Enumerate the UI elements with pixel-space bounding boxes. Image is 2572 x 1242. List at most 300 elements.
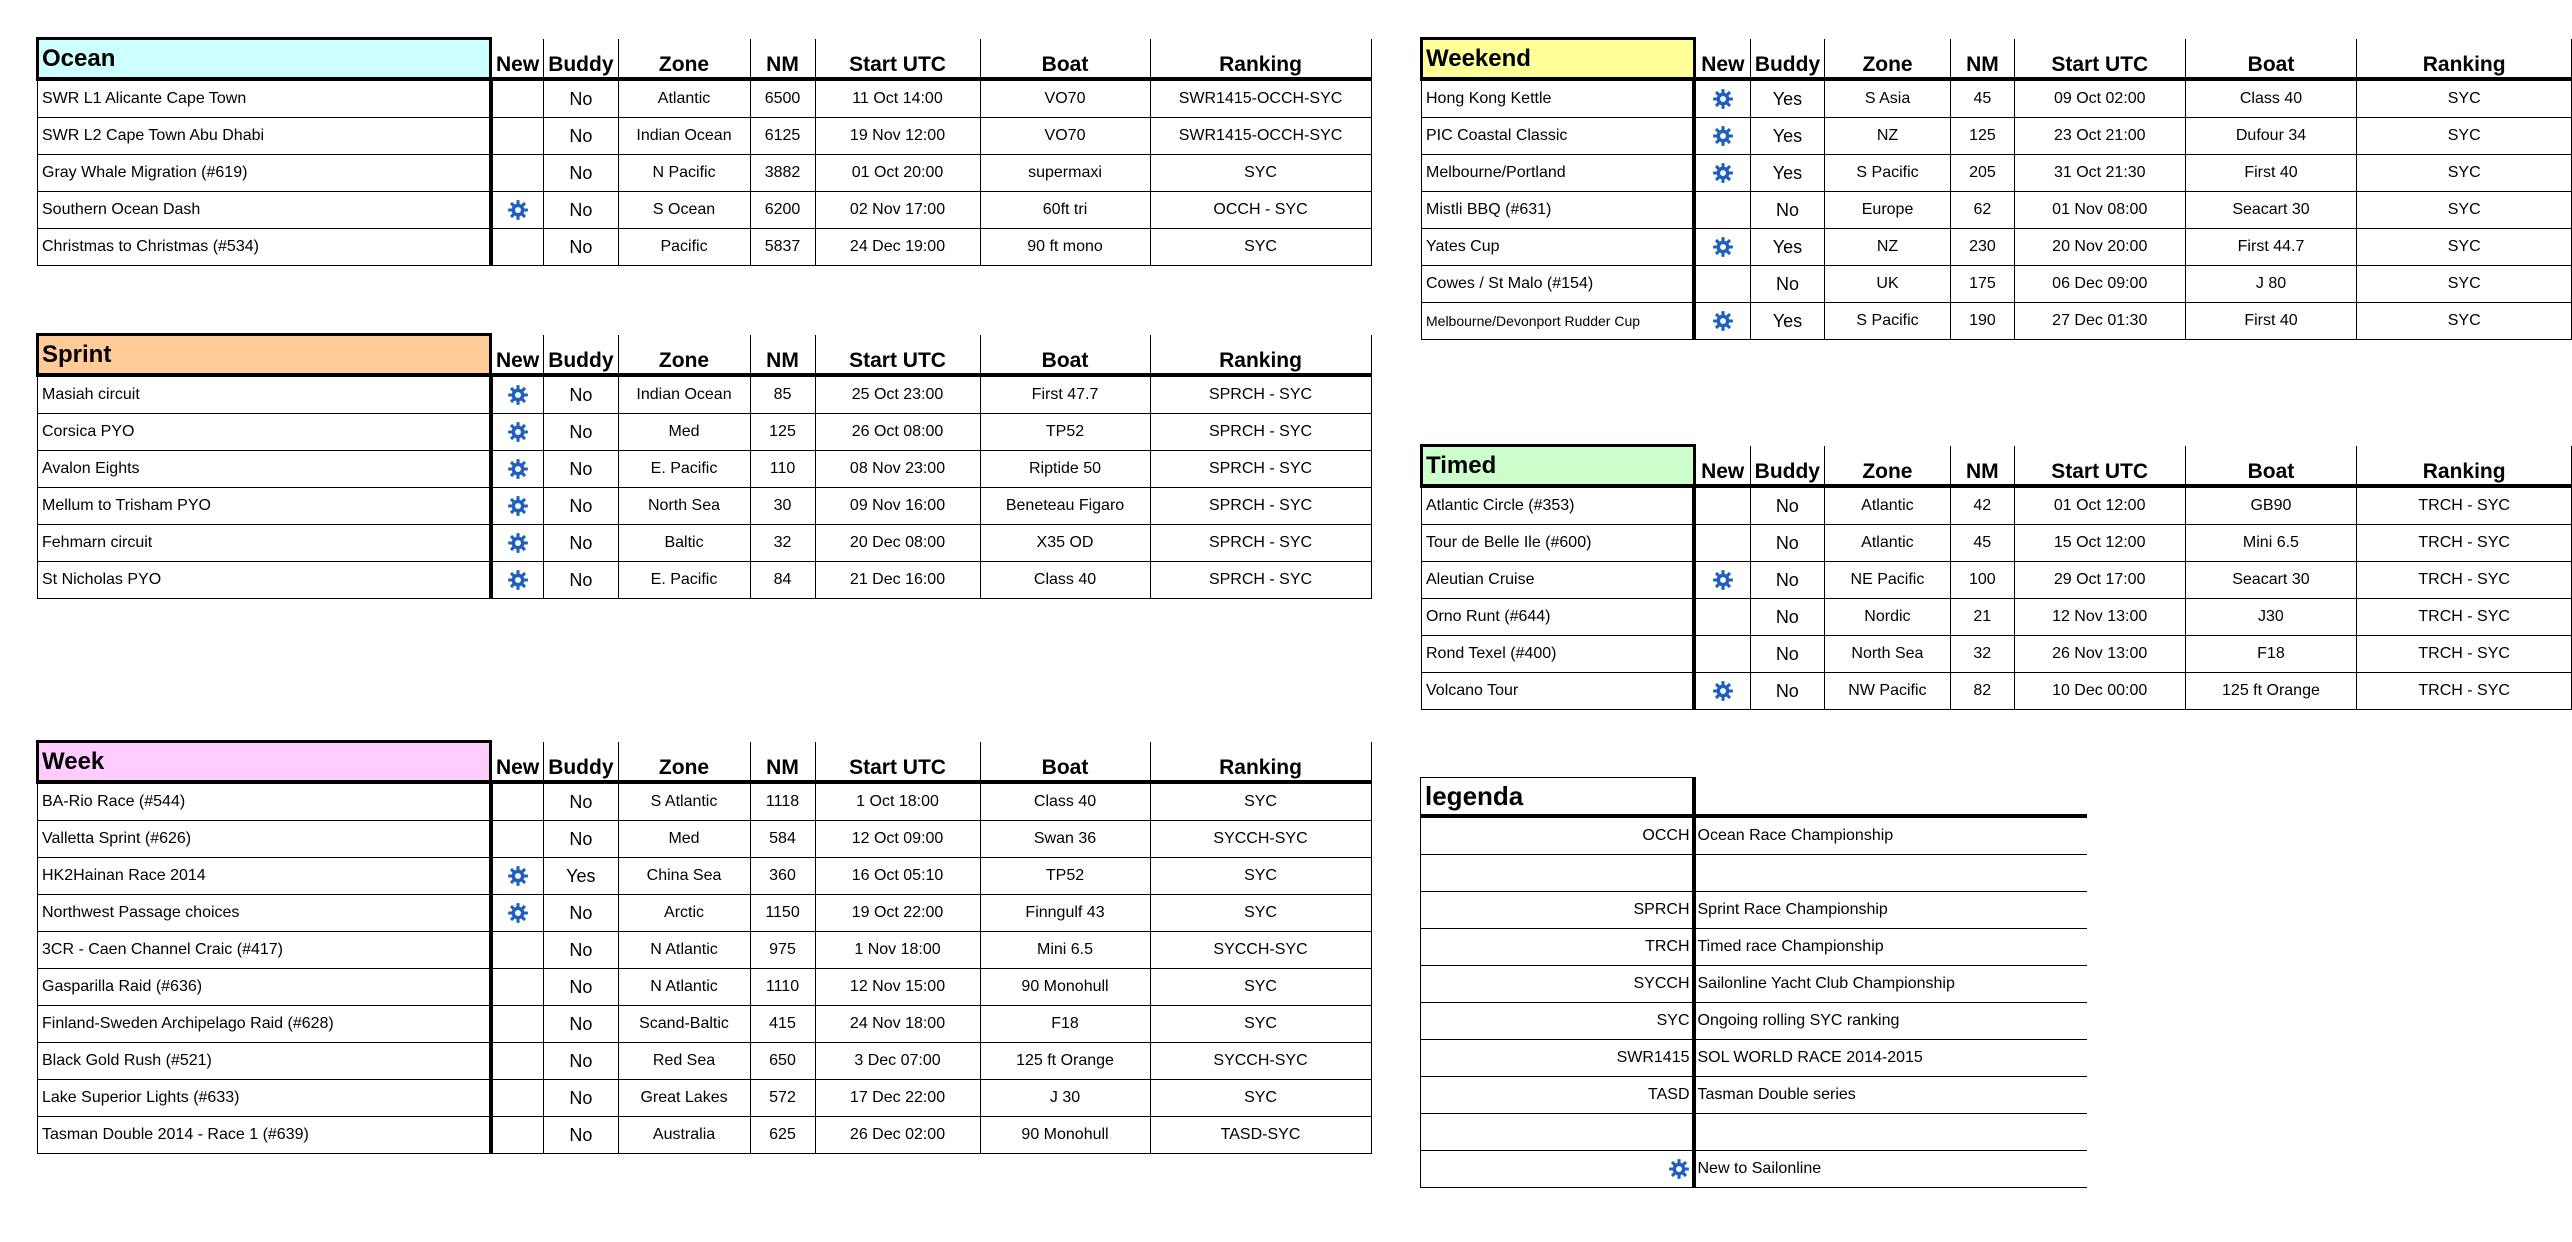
nm-cell: 190 bbox=[1950, 303, 2014, 340]
col-nm: NM bbox=[750, 335, 815, 376]
race-name: Mistli BBQ (#631) bbox=[1422, 192, 1695, 229]
gear-icon bbox=[1712, 164, 1734, 181]
legend-row bbox=[1421, 1040, 2087, 1077]
table-row bbox=[1422, 192, 2572, 229]
new-cell bbox=[1694, 303, 1750, 340]
col-zone: Zone bbox=[618, 335, 750, 376]
table-row bbox=[38, 375, 1372, 414]
race-name: PIC Coastal Classic bbox=[1422, 118, 1695, 155]
start-utc-cell: 26 Oct 08:00 bbox=[815, 414, 980, 451]
new-cell bbox=[1694, 229, 1750, 266]
boat-cell: supermaxi bbox=[980, 155, 1150, 192]
race-name: Melbourne/Devonport Rudder Cup bbox=[1422, 303, 1695, 340]
race-name: Atlantic Circle (#353) bbox=[1422, 486, 1695, 525]
ranking-cell: TRCH - SYC bbox=[2357, 525, 2572, 562]
buddy-cell: No bbox=[544, 414, 618, 451]
ranking-cell: TRCH - SYC bbox=[2357, 599, 2572, 636]
legend-code: SPRCH bbox=[1421, 892, 1694, 929]
race-name: Avalon Eights bbox=[38, 451, 491, 488]
section-title-sprint: Sprint bbox=[38, 335, 491, 376]
buddy-cell: No bbox=[544, 1043, 618, 1080]
boat-cell: TP52 bbox=[980, 858, 1150, 895]
table-row bbox=[38, 1006, 1372, 1043]
zone-cell: Indian Ocean bbox=[618, 118, 750, 155]
col-zone: Zone bbox=[618, 742, 750, 783]
start-utc-cell: 19 Oct 22:00 bbox=[815, 895, 980, 932]
table-row bbox=[1422, 673, 2572, 710]
table-row bbox=[1422, 303, 2572, 340]
table-row bbox=[38, 895, 1372, 932]
start-utc-cell: 26 Dec 02:00 bbox=[815, 1117, 980, 1154]
gear-icon bbox=[1712, 571, 1734, 588]
buddy-cell: No bbox=[1750, 562, 1824, 599]
new-cell bbox=[1694, 266, 1750, 303]
start-utc-cell: 15 Oct 12:00 bbox=[2014, 525, 2185, 562]
col-zone: Zone bbox=[618, 39, 750, 80]
new-cell bbox=[491, 414, 544, 451]
start-utc-cell: 21 Dec 16:00 bbox=[815, 562, 980, 599]
boat-cell: J30 bbox=[2185, 599, 2357, 636]
ranking-cell: SYC bbox=[2357, 155, 2572, 192]
col-boat: Boat bbox=[2185, 446, 2357, 487]
buddy-cell: No bbox=[544, 525, 618, 562]
buddy-cell: No bbox=[544, 155, 618, 192]
race-name: SWR L1 Alicante Cape Town bbox=[38, 79, 491, 118]
start-utc-cell: 12 Nov 13:00 bbox=[2014, 599, 2185, 636]
timed-header-row bbox=[1422, 446, 2572, 487]
gear-icon bbox=[507, 423, 529, 440]
nm-cell: 572 bbox=[750, 1080, 815, 1117]
weekend-races-table bbox=[1420, 37, 2572, 340]
start-utc-cell: 20 Dec 08:00 bbox=[815, 525, 980, 562]
race-name: Cowes / St Malo (#154) bbox=[1422, 266, 1695, 303]
zone-cell: Nordic bbox=[1824, 599, 1950, 636]
race-name: 3CR - Caen Channel Craic (#417) bbox=[38, 932, 491, 969]
zone-cell: Europe bbox=[1825, 192, 1951, 229]
boat-cell: First 40 bbox=[2185, 155, 2357, 192]
section-title-timed: Timed bbox=[1422, 446, 1695, 487]
zone-cell: S Asia bbox=[1825, 79, 1951, 118]
table-row bbox=[38, 562, 1372, 599]
ranking-cell: SYC bbox=[2357, 303, 2572, 340]
boat-cell: J 80 bbox=[2185, 266, 2357, 303]
race-name: Gray Whale Migration (#619) bbox=[38, 155, 491, 192]
gear-icon bbox=[1712, 682, 1734, 699]
table-row bbox=[38, 969, 1372, 1006]
legend-table bbox=[1420, 777, 2087, 1188]
buddy-cell: No bbox=[544, 562, 618, 599]
nm-cell: 84 bbox=[750, 562, 815, 599]
new-cell bbox=[491, 932, 544, 969]
new-cell bbox=[491, 821, 544, 858]
race-name: Gasparilla Raid (#636) bbox=[38, 969, 491, 1006]
zone-cell: S Pacific bbox=[1825, 155, 1951, 192]
new-cell bbox=[1694, 636, 1750, 673]
col-buddy: Buddy bbox=[1750, 446, 1824, 487]
buddy-cell: No bbox=[544, 895, 618, 932]
boat-cell: First 44.7 bbox=[2185, 229, 2357, 266]
gear-icon bbox=[507, 386, 529, 403]
race-name: Masiah circuit bbox=[38, 375, 491, 414]
col-buddy: Buddy bbox=[544, 335, 618, 376]
gear-icon bbox=[1712, 90, 1734, 107]
legend-description: Ongoing rolling SYC ranking bbox=[1694, 1003, 2087, 1040]
nm-cell: 205 bbox=[1950, 155, 2014, 192]
legend-code: SWR1415 bbox=[1421, 1040, 1694, 1077]
zone-cell: Arctic bbox=[618, 895, 750, 932]
ranking-cell: TRCH - SYC bbox=[2357, 673, 2572, 710]
zone-cell: UK bbox=[1825, 266, 1951, 303]
buddy-cell: Yes bbox=[1750, 79, 1824, 118]
ranking-cell: TRCH - SYC bbox=[2357, 486, 2572, 525]
legend-code bbox=[1421, 855, 1694, 892]
new-cell bbox=[491, 562, 544, 599]
zone-cell: N Atlantic bbox=[618, 969, 750, 1006]
nm-cell: 21 bbox=[1950, 599, 2014, 636]
new-cell bbox=[491, 782, 544, 821]
col-ranking: Ranking bbox=[1150, 39, 1371, 80]
boat-cell: Class 40 bbox=[980, 782, 1150, 821]
start-utc-cell: 24 Dec 19:00 bbox=[815, 229, 980, 266]
legend-row bbox=[1421, 966, 2087, 1003]
nm-cell: 360 bbox=[750, 858, 815, 895]
table-row bbox=[1422, 229, 2572, 266]
nm-cell: 1150 bbox=[750, 895, 815, 932]
new-cell bbox=[1694, 562, 1750, 599]
race-name: Aleutian Cruise bbox=[1422, 562, 1695, 599]
zone-cell: NZ bbox=[1825, 229, 1951, 266]
nm-cell: 82 bbox=[1950, 673, 2014, 710]
legend-row bbox=[1421, 1077, 2087, 1114]
legend-title: legenda bbox=[1421, 778, 1694, 817]
table-row bbox=[38, 229, 1372, 266]
buddy-cell: No bbox=[544, 229, 618, 266]
table-row bbox=[38, 155, 1372, 192]
gear-icon bbox=[507, 904, 529, 921]
start-utc-cell: 01 Nov 08:00 bbox=[2014, 192, 2185, 229]
new-cell bbox=[491, 969, 544, 1006]
table-row bbox=[38, 932, 1372, 969]
legend-header-blank bbox=[1694, 778, 2087, 817]
start-utc-cell: 16 Oct 05:10 bbox=[815, 858, 980, 895]
start-utc-cell: 11 Oct 14:00 bbox=[815, 79, 980, 118]
boat-cell: GB90 bbox=[2185, 486, 2357, 525]
gear-icon bbox=[507, 867, 529, 884]
buddy-cell: No bbox=[544, 79, 618, 118]
col-start-utc: Start UTC bbox=[815, 742, 980, 783]
zone-cell: NW Pacific bbox=[1824, 673, 1950, 710]
legend-row bbox=[1421, 929, 2087, 966]
buddy-cell: Yes bbox=[544, 858, 618, 895]
boat-cell: Seacart 30 bbox=[2185, 562, 2357, 599]
new-cell bbox=[491, 192, 544, 229]
table-row bbox=[38, 192, 1372, 229]
race-name: Tour de Belle Ile (#600) bbox=[1422, 525, 1695, 562]
start-utc-cell: 08 Nov 23:00 bbox=[815, 451, 980, 488]
ranking-cell: SYCCH-SYC bbox=[1150, 932, 1371, 969]
start-utc-cell: 1 Nov 18:00 bbox=[815, 932, 980, 969]
buddy-cell: No bbox=[544, 969, 618, 1006]
col-new: New bbox=[1694, 446, 1750, 487]
table-row bbox=[38, 1043, 1372, 1080]
boat-cell: First 47.7 bbox=[980, 375, 1150, 414]
boat-cell: 90 ft mono bbox=[980, 229, 1150, 266]
table-row bbox=[38, 79, 1372, 118]
legend-description: Tasman Double series bbox=[1694, 1077, 2087, 1114]
ranking-cell: SYC bbox=[1150, 1006, 1371, 1043]
col-ranking: Ranking bbox=[2357, 39, 2572, 80]
new-cell bbox=[491, 451, 544, 488]
race-name: Melbourne/Portland bbox=[1422, 155, 1695, 192]
ocean-header-row bbox=[38, 39, 1372, 80]
nm-cell: 584 bbox=[750, 821, 815, 858]
buddy-cell: No bbox=[1750, 486, 1824, 525]
zone-cell: Atlantic bbox=[1824, 486, 1950, 525]
start-utc-cell: 29 Oct 17:00 bbox=[2014, 562, 2185, 599]
nm-cell: 6125 bbox=[750, 118, 815, 155]
new-cell bbox=[1694, 673, 1750, 710]
new-cell bbox=[1694, 118, 1750, 155]
boat-cell: First 40 bbox=[2185, 303, 2357, 340]
nm-cell: 415 bbox=[750, 1006, 815, 1043]
start-utc-cell: 10 Dec 00:00 bbox=[2014, 673, 2185, 710]
boat-cell: Finngulf 43 bbox=[980, 895, 1150, 932]
col-new: New bbox=[491, 335, 544, 376]
buddy-cell: No bbox=[544, 782, 618, 821]
legend-code: SYC bbox=[1421, 1003, 1694, 1040]
section-title-weekend: Weekend bbox=[1422, 39, 1695, 80]
zone-cell: Med bbox=[618, 821, 750, 858]
gear-icon bbox=[1712, 127, 1734, 144]
zone-cell: E. Pacific bbox=[618, 562, 750, 599]
nm-cell: 45 bbox=[1950, 79, 2014, 118]
boat-cell: VO70 bbox=[980, 79, 1150, 118]
col-buddy: Buddy bbox=[544, 39, 618, 80]
race-name: Corsica PYO bbox=[38, 414, 491, 451]
section-title-week: Week bbox=[38, 742, 491, 783]
nm-cell: 125 bbox=[1950, 118, 2014, 155]
buddy-cell: No bbox=[544, 118, 618, 155]
ranking-cell: SYC bbox=[1150, 229, 1371, 266]
ranking-cell: SYC bbox=[1150, 969, 1371, 1006]
nm-cell: 6500 bbox=[750, 79, 815, 118]
sprint-header-row bbox=[38, 335, 1372, 376]
new-cell bbox=[1694, 599, 1750, 636]
nm-cell: 42 bbox=[1950, 486, 2014, 525]
nm-cell: 1110 bbox=[750, 969, 815, 1006]
legend-description: Sailonline Yacht Club Championship bbox=[1694, 966, 2087, 1003]
race-name: Yates Cup bbox=[1422, 229, 1695, 266]
legend-description: Timed race Championship bbox=[1694, 929, 2087, 966]
new-cell bbox=[1694, 155, 1750, 192]
weekend-header-row bbox=[1422, 39, 2572, 80]
buddy-cell: No bbox=[1750, 525, 1824, 562]
race-name: SWR L2 Cape Town Abu Dhabi bbox=[38, 118, 491, 155]
boat-cell: 90 Monohull bbox=[980, 969, 1150, 1006]
table-row bbox=[1422, 486, 2572, 525]
zone-cell: North Sea bbox=[618, 488, 750, 525]
race-name: Mellum to Trisham PYO bbox=[38, 488, 491, 525]
col-ranking: Ranking bbox=[1150, 335, 1371, 376]
buddy-cell: No bbox=[1750, 636, 1824, 673]
ranking-cell: TASD-SYC bbox=[1150, 1117, 1371, 1154]
ranking-cell: SYC bbox=[2357, 118, 2572, 155]
start-utc-cell: 20 Nov 20:00 bbox=[2014, 229, 2185, 266]
race-name: Christmas to Christmas (#534) bbox=[38, 229, 491, 266]
col-new: New bbox=[491, 39, 544, 80]
legend-description: Sprint Race Championship bbox=[1694, 892, 2087, 929]
zone-cell: Red Sea bbox=[618, 1043, 750, 1080]
zone-cell: Scand-Baltic bbox=[618, 1006, 750, 1043]
buddy-cell: No bbox=[544, 451, 618, 488]
new-cell bbox=[1694, 79, 1750, 118]
ranking-cell: SYC bbox=[1150, 895, 1371, 932]
gear-icon bbox=[507, 571, 529, 588]
col-boat: Boat bbox=[980, 742, 1150, 783]
nm-cell: 85 bbox=[750, 375, 815, 414]
ranking-cell: SPRCH - SYC bbox=[1150, 375, 1371, 414]
race-name: Valletta Sprint (#626) bbox=[38, 821, 491, 858]
table-row bbox=[1422, 155, 2572, 192]
boat-cell: Swan 36 bbox=[980, 821, 1150, 858]
boat-cell: F18 bbox=[980, 1006, 1150, 1043]
race-name: Orno Runt (#644) bbox=[1422, 599, 1695, 636]
legend-description: Ocean Race Championship bbox=[1694, 816, 2087, 855]
table-row bbox=[1422, 636, 2572, 673]
table-row bbox=[38, 821, 1372, 858]
timed-races-table bbox=[1420, 444, 2572, 710]
start-utc-cell: 06 Dec 09:00 bbox=[2014, 266, 2185, 303]
new-cell bbox=[491, 375, 544, 414]
start-utc-cell: 26 Nov 13:00 bbox=[2014, 636, 2185, 673]
zone-cell: Atlantic bbox=[618, 79, 750, 118]
nm-cell: 230 bbox=[1950, 229, 2014, 266]
nm-cell: 32 bbox=[750, 525, 815, 562]
race-name: Hong Kong Kettle bbox=[1422, 79, 1695, 118]
table-row bbox=[1422, 562, 2572, 599]
buddy-cell: No bbox=[544, 1006, 618, 1043]
table-row bbox=[1422, 118, 2572, 155]
buddy-cell: No bbox=[1750, 192, 1824, 229]
start-utc-cell: 31 Oct 21:30 bbox=[2014, 155, 2185, 192]
nm-cell: 650 bbox=[750, 1043, 815, 1080]
zone-cell: China Sea bbox=[618, 858, 750, 895]
col-buddy: Buddy bbox=[1750, 39, 1824, 80]
sprint-races-table bbox=[36, 333, 1372, 599]
ranking-cell: OCCH - SYC bbox=[1150, 192, 1371, 229]
col-buddy: Buddy bbox=[544, 742, 618, 783]
legend-description: New to Sailonline bbox=[1694, 1151, 2087, 1188]
gear-icon bbox=[1712, 312, 1734, 329]
boat-cell: 125 ft Orange bbox=[2185, 673, 2357, 710]
new-cell bbox=[491, 1117, 544, 1154]
ranking-cell: SYC bbox=[1150, 155, 1371, 192]
new-cell bbox=[1694, 192, 1750, 229]
legend-row bbox=[1421, 855, 2087, 892]
legend-description bbox=[1694, 1114, 2087, 1151]
nm-cell: 175 bbox=[1950, 266, 2014, 303]
start-utc-cell: 23 Oct 21:00 bbox=[2014, 118, 2185, 155]
boat-cell: VO70 bbox=[980, 118, 1150, 155]
table-row bbox=[38, 858, 1372, 895]
zone-cell: North Sea bbox=[1824, 636, 1950, 673]
boat-cell: Class 40 bbox=[2185, 79, 2357, 118]
ranking-cell: SPRCH - SYC bbox=[1150, 414, 1371, 451]
ranking-cell: SWR1415-OCCH-SYC bbox=[1150, 118, 1371, 155]
start-utc-cell: 24 Nov 18:00 bbox=[815, 1006, 980, 1043]
ranking-cell: SPRCH - SYC bbox=[1150, 525, 1371, 562]
race-name: BA-Rio Race (#544) bbox=[38, 782, 491, 821]
legend-row bbox=[1421, 892, 2087, 929]
race-name: Northwest Passage choices bbox=[38, 895, 491, 932]
gear-icon bbox=[1668, 1160, 1690, 1177]
race-name: HK2Hainan Race 2014 bbox=[38, 858, 491, 895]
nm-cell: 5837 bbox=[750, 229, 815, 266]
nm-cell: 975 bbox=[750, 932, 815, 969]
boat-cell: Mini 6.5 bbox=[980, 932, 1150, 969]
nm-cell: 6200 bbox=[750, 192, 815, 229]
buddy-cell: No bbox=[544, 1117, 618, 1154]
zone-cell: Baltic bbox=[618, 525, 750, 562]
legend-code: OCCH bbox=[1421, 816, 1694, 855]
buddy-cell: No bbox=[1750, 673, 1824, 710]
boat-cell: TP52 bbox=[980, 414, 1150, 451]
boat-cell: Class 40 bbox=[980, 562, 1150, 599]
zone-cell: N Atlantic bbox=[618, 932, 750, 969]
start-utc-cell: 02 Nov 17:00 bbox=[815, 192, 980, 229]
new-cell bbox=[491, 1006, 544, 1043]
new-cell bbox=[491, 1043, 544, 1080]
start-utc-cell: 01 Oct 20:00 bbox=[815, 155, 980, 192]
ranking-cell: TRCH - SYC bbox=[2357, 562, 2572, 599]
boat-cell: Dufour 34 bbox=[2185, 118, 2357, 155]
table-row bbox=[1422, 599, 2572, 636]
race-name: Lake Superior Lights (#633) bbox=[38, 1080, 491, 1117]
col-nm: NM bbox=[1950, 39, 2014, 80]
race-name: Rond Texel (#400) bbox=[1422, 636, 1695, 673]
section-title-ocean: Ocean bbox=[38, 39, 491, 80]
legend-code: TASD bbox=[1421, 1077, 1694, 1114]
race-name: St Nicholas PYO bbox=[38, 562, 491, 599]
buddy-cell: Yes bbox=[1750, 118, 1824, 155]
ranking-cell: SPRCH - SYC bbox=[1150, 451, 1371, 488]
legend-description bbox=[1694, 855, 2087, 892]
start-utc-cell: 09 Oct 02:00 bbox=[2014, 79, 2185, 118]
zone-cell: Great Lakes bbox=[618, 1080, 750, 1117]
new-cell bbox=[491, 1080, 544, 1117]
table-row bbox=[38, 414, 1372, 451]
new-cell bbox=[491, 79, 544, 118]
new-cell bbox=[491, 895, 544, 932]
boat-cell: X35 OD bbox=[980, 525, 1150, 562]
race-name: Fehmarn circuit bbox=[38, 525, 491, 562]
start-utc-cell: 12 Oct 09:00 bbox=[815, 821, 980, 858]
nm-cell: 62 bbox=[1950, 192, 2014, 229]
col-start-utc: Start UTC bbox=[2014, 446, 2185, 487]
col-ranking: Ranking bbox=[2357, 446, 2572, 487]
zone-cell: E. Pacific bbox=[618, 451, 750, 488]
new-cell bbox=[491, 488, 544, 525]
start-utc-cell: 25 Oct 23:00 bbox=[815, 375, 980, 414]
start-utc-cell: 09 Nov 16:00 bbox=[815, 488, 980, 525]
col-start-utc: Start UTC bbox=[815, 39, 980, 80]
ranking-cell: SYC bbox=[1150, 858, 1371, 895]
col-start-utc: Start UTC bbox=[2014, 39, 2185, 80]
buddy-cell: Yes bbox=[1750, 155, 1824, 192]
start-utc-cell: 1 Oct 18:00 bbox=[815, 782, 980, 821]
ranking-cell: SYCCH-SYC bbox=[1150, 1043, 1371, 1080]
zone-cell: Pacific bbox=[618, 229, 750, 266]
